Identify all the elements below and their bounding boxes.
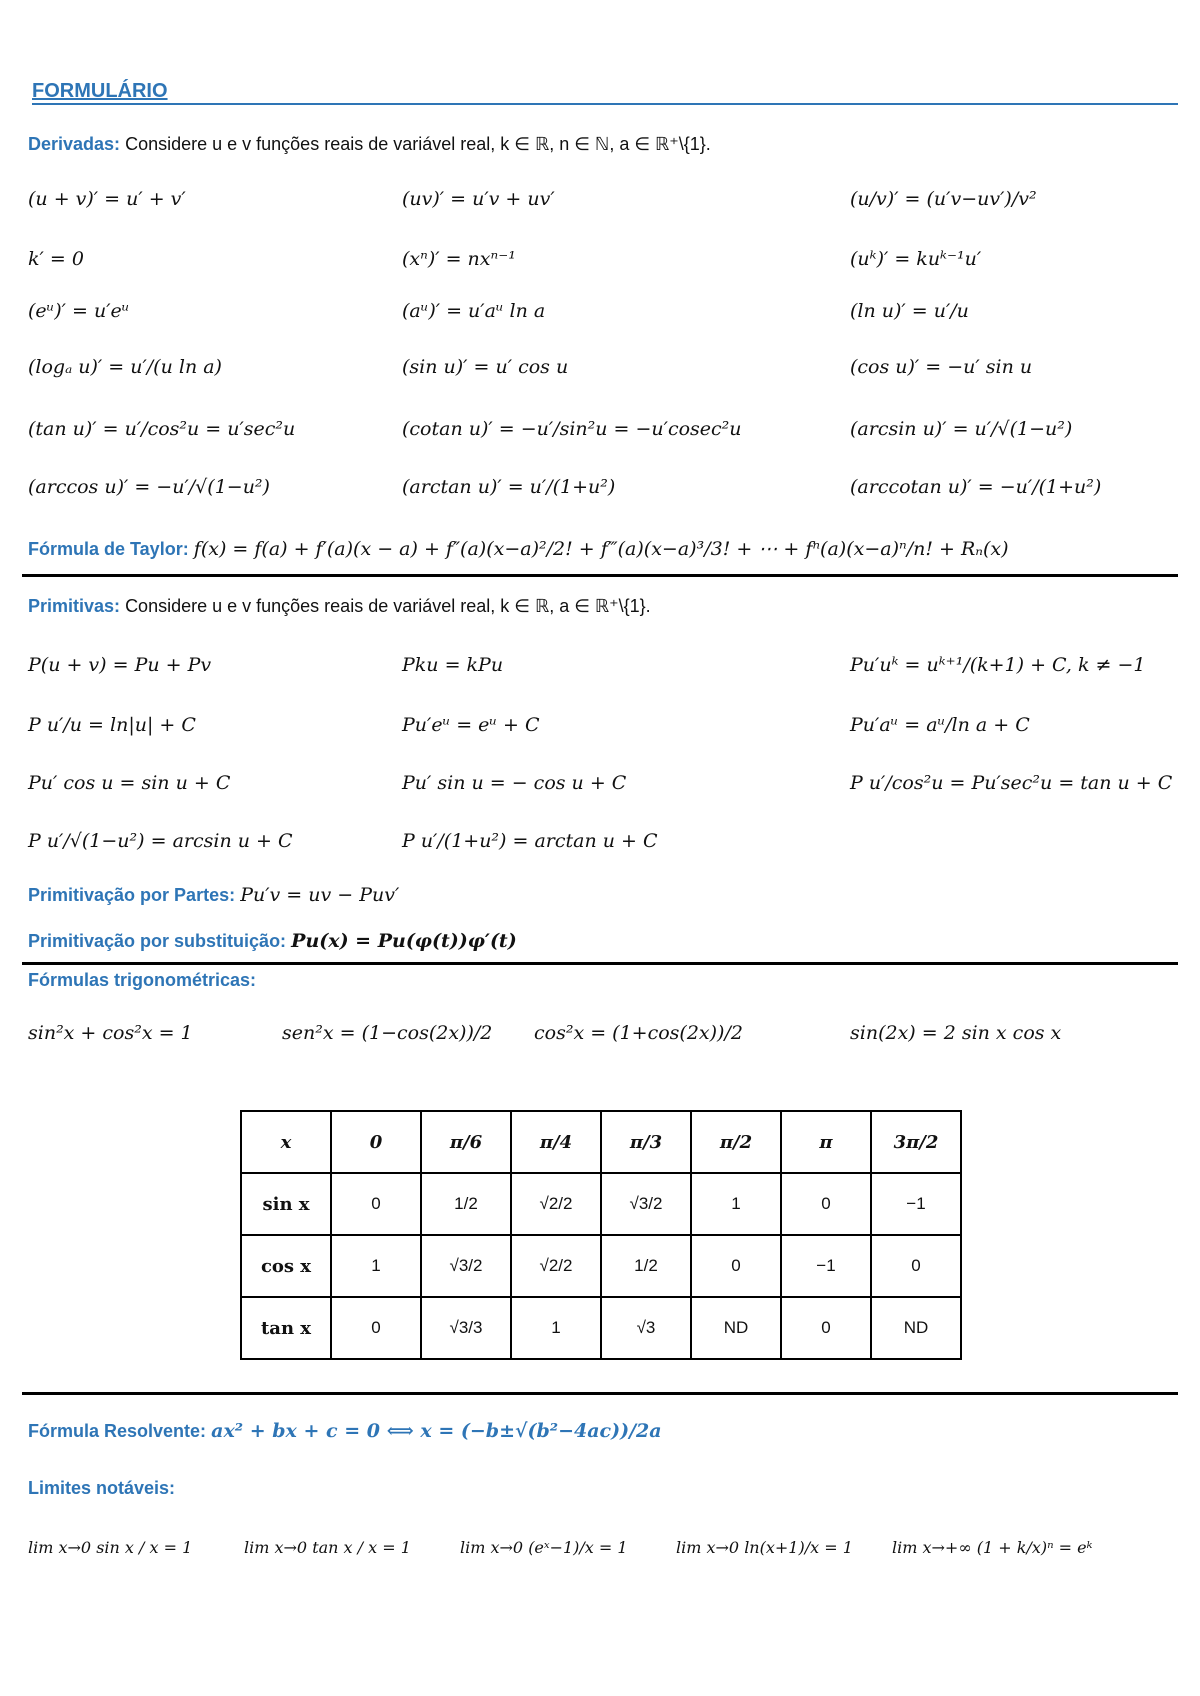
trig-values-table: [240, 1110, 962, 1360]
table-header-row: [241, 1111, 961, 1173]
page-title: FORMULÁRIO: [32, 80, 168, 102]
trig-label: Fórmulas trigonométricas:: [28, 970, 257, 990]
table-cell: 1: [691, 1173, 781, 1235]
formula-deriv-log: (logₐ u)′ = u′/(u ln a): [28, 356, 222, 378]
resolvente-label: Fórmula Resolvente:: [28, 1421, 207, 1441]
formula-deriv-arccos: (arccos u)′ = −u′/√(1−u²): [28, 476, 270, 498]
table-cell: √2/2: [511, 1235, 601, 1297]
partes-formula: Pu′v = uv − Puv′: [240, 884, 400, 906]
formula-deriv-tan: (tan u)′ = u′/cos²u = u′sec²u: [28, 418, 296, 440]
taylor-line: [28, 538, 1009, 560]
formula-deriv-cotan: (cotan u)′ = −u′/sin²u = −u′cosec²u: [402, 418, 742, 440]
formula-prim-const: Pku = kPu: [402, 654, 504, 676]
table-cell: 0: [781, 1173, 871, 1235]
table-header-cell: π/6: [421, 1111, 511, 1173]
formula-deriv-sin: (sin u)′ = u′ cos u: [402, 356, 569, 378]
table-cell: √3: [601, 1297, 691, 1359]
table-row: [241, 1173, 961, 1235]
table-header-cell: π/2: [691, 1111, 781, 1173]
substituicao-label: Primitivação por substituição:: [28, 931, 287, 951]
table-row-header: cos x: [241, 1235, 331, 1297]
taylor-label: Fórmula de Taylor:: [28, 539, 189, 559]
table-cell: 0: [781, 1297, 871, 1359]
substituicao-formula: Pu(x) = Pu(φ(t))φ′(t): [291, 930, 517, 952]
formula-deriv-arcsin: (arcsin u)′ = u′/√(1−u²): [850, 418, 1073, 440]
formula-prim-ln: P u′/u = ln|u| + C: [28, 714, 196, 736]
formula-prim-cos: Pu′ cos u = sin u + C: [28, 772, 231, 794]
formula-prim-arcsin: P u′/√(1−u²) = arcsin u + C: [28, 830, 293, 852]
formula-deriv-cos: (cos u)′ = −u′ sin u: [850, 356, 1033, 378]
table-header-cell: π: [781, 1111, 871, 1173]
section-divider: [22, 574, 1178, 577]
primitivas-line: [28, 596, 651, 617]
partes-line: [28, 884, 399, 906]
formula-deriv-arccotan: (arccotan u)′ = −u′/(1+u²): [850, 476, 1102, 498]
table-header-cell: 3π/2: [871, 1111, 961, 1173]
table-cell: −1: [871, 1173, 961, 1235]
formula-limit-ln: lim x→0 ln(x+1)/x = 1: [676, 1538, 853, 1557]
formula-trig-sin2x: sin(2x) = 2 sin x cos x: [850, 1022, 1062, 1044]
table-cell: −1: [781, 1235, 871, 1297]
table-cell: 0: [871, 1235, 961, 1297]
table-header-cell: π/4: [511, 1111, 601, 1173]
primitivas-label: Primitivas:: [28, 596, 121, 616]
table-cell: 1/2: [421, 1173, 511, 1235]
table-header-cell: π/3: [601, 1111, 691, 1173]
formula-prim-sin: Pu′ sin u = − cos u + C: [402, 772, 627, 794]
formula-deriv-aexp: (aᵘ)′ = u′aᵘ ln a: [402, 300, 546, 322]
limites-label: Limites notáveis:: [28, 1478, 176, 1498]
formula-trig-cos2: cos²x = (1+cos(2x))/2: [534, 1022, 743, 1044]
formula-limit-exp: lim x→0 (eˣ−1)/x = 1: [460, 1538, 628, 1557]
table-row-header: tan x: [241, 1297, 331, 1359]
formula-deriv-exp: (eᵘ)′ = u′eᵘ: [28, 300, 130, 322]
section-divider: [22, 1392, 1178, 1395]
formula-deriv-upower: (uᵏ)′ = kuᵏ⁻¹u′: [850, 248, 982, 270]
table-cell: √3/2: [421, 1235, 511, 1297]
substituicao-line: [28, 930, 517, 952]
table-cell: 0: [331, 1297, 421, 1359]
derivadas-label: Derivadas:: [28, 134, 121, 154]
formula-deriv-constant: k′ = 0: [28, 248, 84, 270]
table-row: [241, 1297, 961, 1359]
formula-prim-arctan: P u′/(1+u²) = arctan u + C: [402, 830, 658, 852]
formula-deriv-arctan: (arctan u)′ = u′/(1+u²): [402, 476, 616, 498]
table-cell: ND: [691, 1297, 781, 1359]
table-header-cell: 0: [331, 1111, 421, 1173]
formula-deriv-power: (xⁿ)′ = nxⁿ⁻¹: [402, 248, 516, 270]
formula-prim-exp: Pu′eᵘ = eᵘ + C: [402, 714, 540, 736]
formula-trig-sen2: sen²x = (1−cos(2x))/2: [282, 1022, 493, 1044]
table-cell: √3/3: [421, 1297, 511, 1359]
taylor-formula: f(x) = f(a) + f′(a)(x − a) + f″(a)(x−a)²/2! + f‴(a)(x−a)³/3! + ⋯ + fⁿ(a)(x−a)ⁿ/n! + Rₙ(x): [193, 538, 1009, 560]
formula-deriv-ln: (ln u)′ = u′/u: [850, 300, 969, 322]
formula-prim-power: Pu′uᵏ = uᵏ⁺¹/(k+1) + C, k ≠ −1: [850, 654, 1146, 676]
resolvente-formula: ax² + bx + c = 0 ⟺ x = (−b±√(b²−4ac))/2a: [211, 1420, 662, 1442]
resolvente-line: [28, 1420, 662, 1442]
table-cell: 1/2: [601, 1235, 691, 1297]
section-divider: [22, 962, 1178, 965]
formula-prim-sum: P(u + v) = Pu + Pv: [28, 654, 212, 676]
primitivas-intro: Considere u e v funções reais de variável real, k ∈ ℝ, a ∈ ℝ⁺\{1}.: [125, 596, 651, 616]
table-cell: 0: [691, 1235, 781, 1297]
derivadas-line: [28, 134, 711, 155]
derivadas-intro: Considere u e v funções reais de variável real, k ∈ ℝ, n ∈ ℕ, a ∈ ℝ⁺\{1}.: [125, 134, 711, 154]
table-cell: 1: [331, 1235, 421, 1297]
table-cell: 0: [331, 1173, 421, 1235]
partes-label: Primitivação por Partes:: [28, 885, 236, 905]
table-row-header: sin x: [241, 1173, 331, 1235]
formula-limit-sin: lim x→0 sin x / x = 1: [28, 1538, 193, 1557]
formula-deriv-quotient: (u/v)′ = (u′v−uv′)/v²: [850, 188, 1037, 210]
table-row: [241, 1235, 961, 1297]
formula-prim-aexp: Pu′aᵘ = aᵘ/ln a + C: [850, 714, 1030, 736]
formula-deriv-sum: (u + v)′ = u′ + v′: [28, 188, 186, 210]
title-rule: [32, 103, 1178, 105]
table-cell: ND: [871, 1297, 961, 1359]
formula-limit-tan: lim x→0 tan x / x = 1: [244, 1538, 411, 1557]
table-cell: √3/2: [601, 1173, 691, 1235]
formula-limit-e: lim x→+∞ (1 + k/x)ⁿ = eᵏ: [892, 1538, 1093, 1557]
table-cell: √2/2: [511, 1173, 601, 1235]
table-cell: 1: [511, 1297, 601, 1359]
formula-deriv-product: (uv)′ = u′v + uv′: [402, 188, 555, 210]
formula-prim-sec: P u′/cos²u = Pu′sec²u = tan u + C: [850, 772, 1173, 794]
formula-trig-pythag: sin²x + cos²x = 1: [28, 1022, 193, 1044]
table-header-cell: x: [241, 1111, 331, 1173]
